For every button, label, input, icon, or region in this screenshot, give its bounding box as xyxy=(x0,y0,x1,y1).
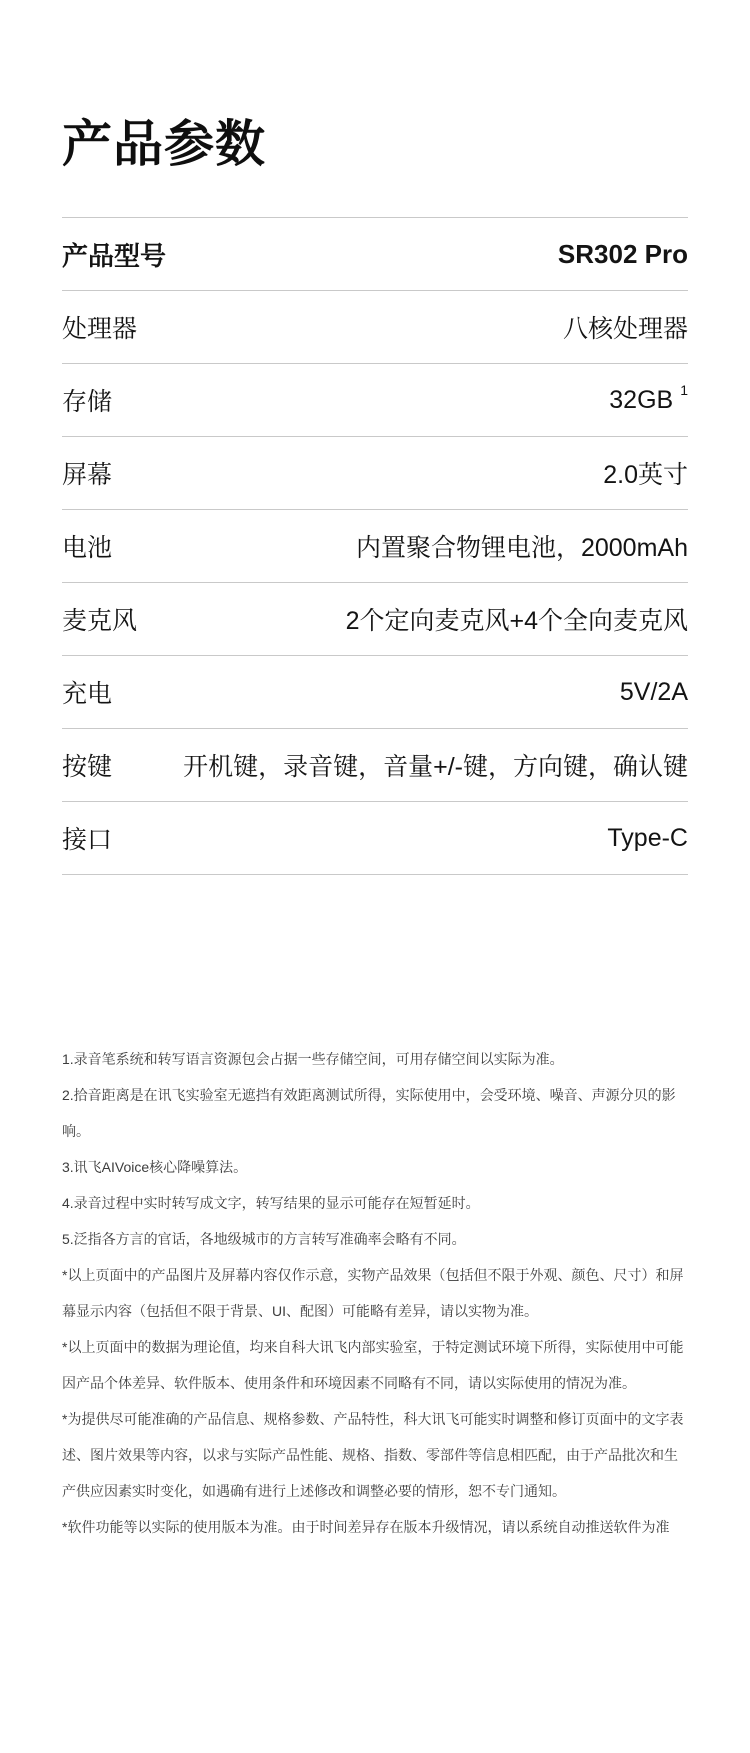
footnote-marker-superscript: 1 xyxy=(680,382,688,399)
footnote-item: *软件功能等以实际的使用版本为准。由于时间差异存在版本升级情况，请以系统自动推送软件为准 xyxy=(62,1519,670,1535)
spec-label: 屏幕 xyxy=(62,461,113,489)
spec-value: 5V/2A xyxy=(619,677,688,706)
spec-row-model xyxy=(62,218,688,291)
spec-value xyxy=(609,382,688,415)
spec-label: 接口 xyxy=(62,826,113,854)
footnote-item: *以上页面中的数据为理论值，均来自科大讯飞内部实验室，于特定测试环境下所得，实际使用中可能因产品个体差异、软件版本、使用条件和环境因素不同略有不同，请以实际使用的情况为准。 xyxy=(62,1339,684,1391)
footnote-item: 3.讯飞AIVoice核心降噪算法。 xyxy=(62,1159,248,1175)
footnote-item: 2.拾音距离是在讯飞实验室无遮挡有效距离测试所得，实际使用中，会受环境、噪音、声源分贝的影响。 xyxy=(62,1087,676,1139)
footnote-item: *为提供尽可能准确的产品信息、规格参数、产品特性，科大讯飞可能实时调整和修订页面中的文字表述、图片效果等内容，以求与实际产品性能、规格、指数、零部件等信息相匹配，由于产品批次和生产供应因素实时变化，如遇确有进行上述修改和调整必要的情形，恕不专门通知。 xyxy=(62,1411,684,1499)
spec-row-screen xyxy=(62,437,688,510)
spec-row-microphone xyxy=(62,583,688,656)
spec-value: 八核处理器 xyxy=(562,315,688,343)
footnote-item: 1.录音笔系统和转写语言资源包会占据一些存储空间，可用存储空间以实际为准。 xyxy=(62,1051,564,1067)
spec-label: 按键 xyxy=(62,753,113,781)
spec-value: Type-C xyxy=(607,823,688,852)
spec-value: 2.0英寸 xyxy=(603,461,688,489)
spec-table xyxy=(62,217,688,875)
spec-label: 产品型号 xyxy=(62,240,167,271)
spec-value: 2个定向麦克风+4个全向麦克风 xyxy=(345,607,688,635)
footnote-item: 4.录音过程中实时转写成文字，转写结果的显示可能存在短暂延时。 xyxy=(62,1195,480,1211)
spec-label: 电池 xyxy=(62,534,113,562)
spec-value: 开机键，录音键，音量+/-键，方向键，确认键 xyxy=(183,753,688,781)
footnotes-section xyxy=(62,1041,684,1545)
spec-label: 充电 xyxy=(62,680,113,708)
spec-row-processor xyxy=(62,291,688,364)
spec-value: SR302 Pro xyxy=(557,238,688,269)
spec-label: 麦克风 xyxy=(62,607,138,635)
spec-label: 处理器 xyxy=(62,315,138,343)
spec-label: 存储 xyxy=(62,388,113,416)
spec-row-battery xyxy=(62,510,688,583)
storage-value: 32GB xyxy=(609,385,674,414)
page-title: 产品参数 xyxy=(62,116,266,172)
footnote-item: 5.泛指各方言的官话，各地级城市的方言转写准确率会略有不同。 xyxy=(62,1231,466,1247)
spec-row-charging xyxy=(62,656,688,729)
spec-row-port xyxy=(62,802,688,875)
spec-row-buttons xyxy=(62,729,688,802)
footnote-item: *以上页面中的产品图片及屏幕内容仅作示意，实物产品效果（包括但不限于外观、颜色、尺寸）和屏幕显示内容（包括但不限于背景、UI、配图）可能略有差异，请以实物为准。 xyxy=(62,1267,684,1319)
spec-value: 内置聚合物锂电池，2000mAh xyxy=(355,534,688,562)
spec-row-storage xyxy=(62,364,688,437)
